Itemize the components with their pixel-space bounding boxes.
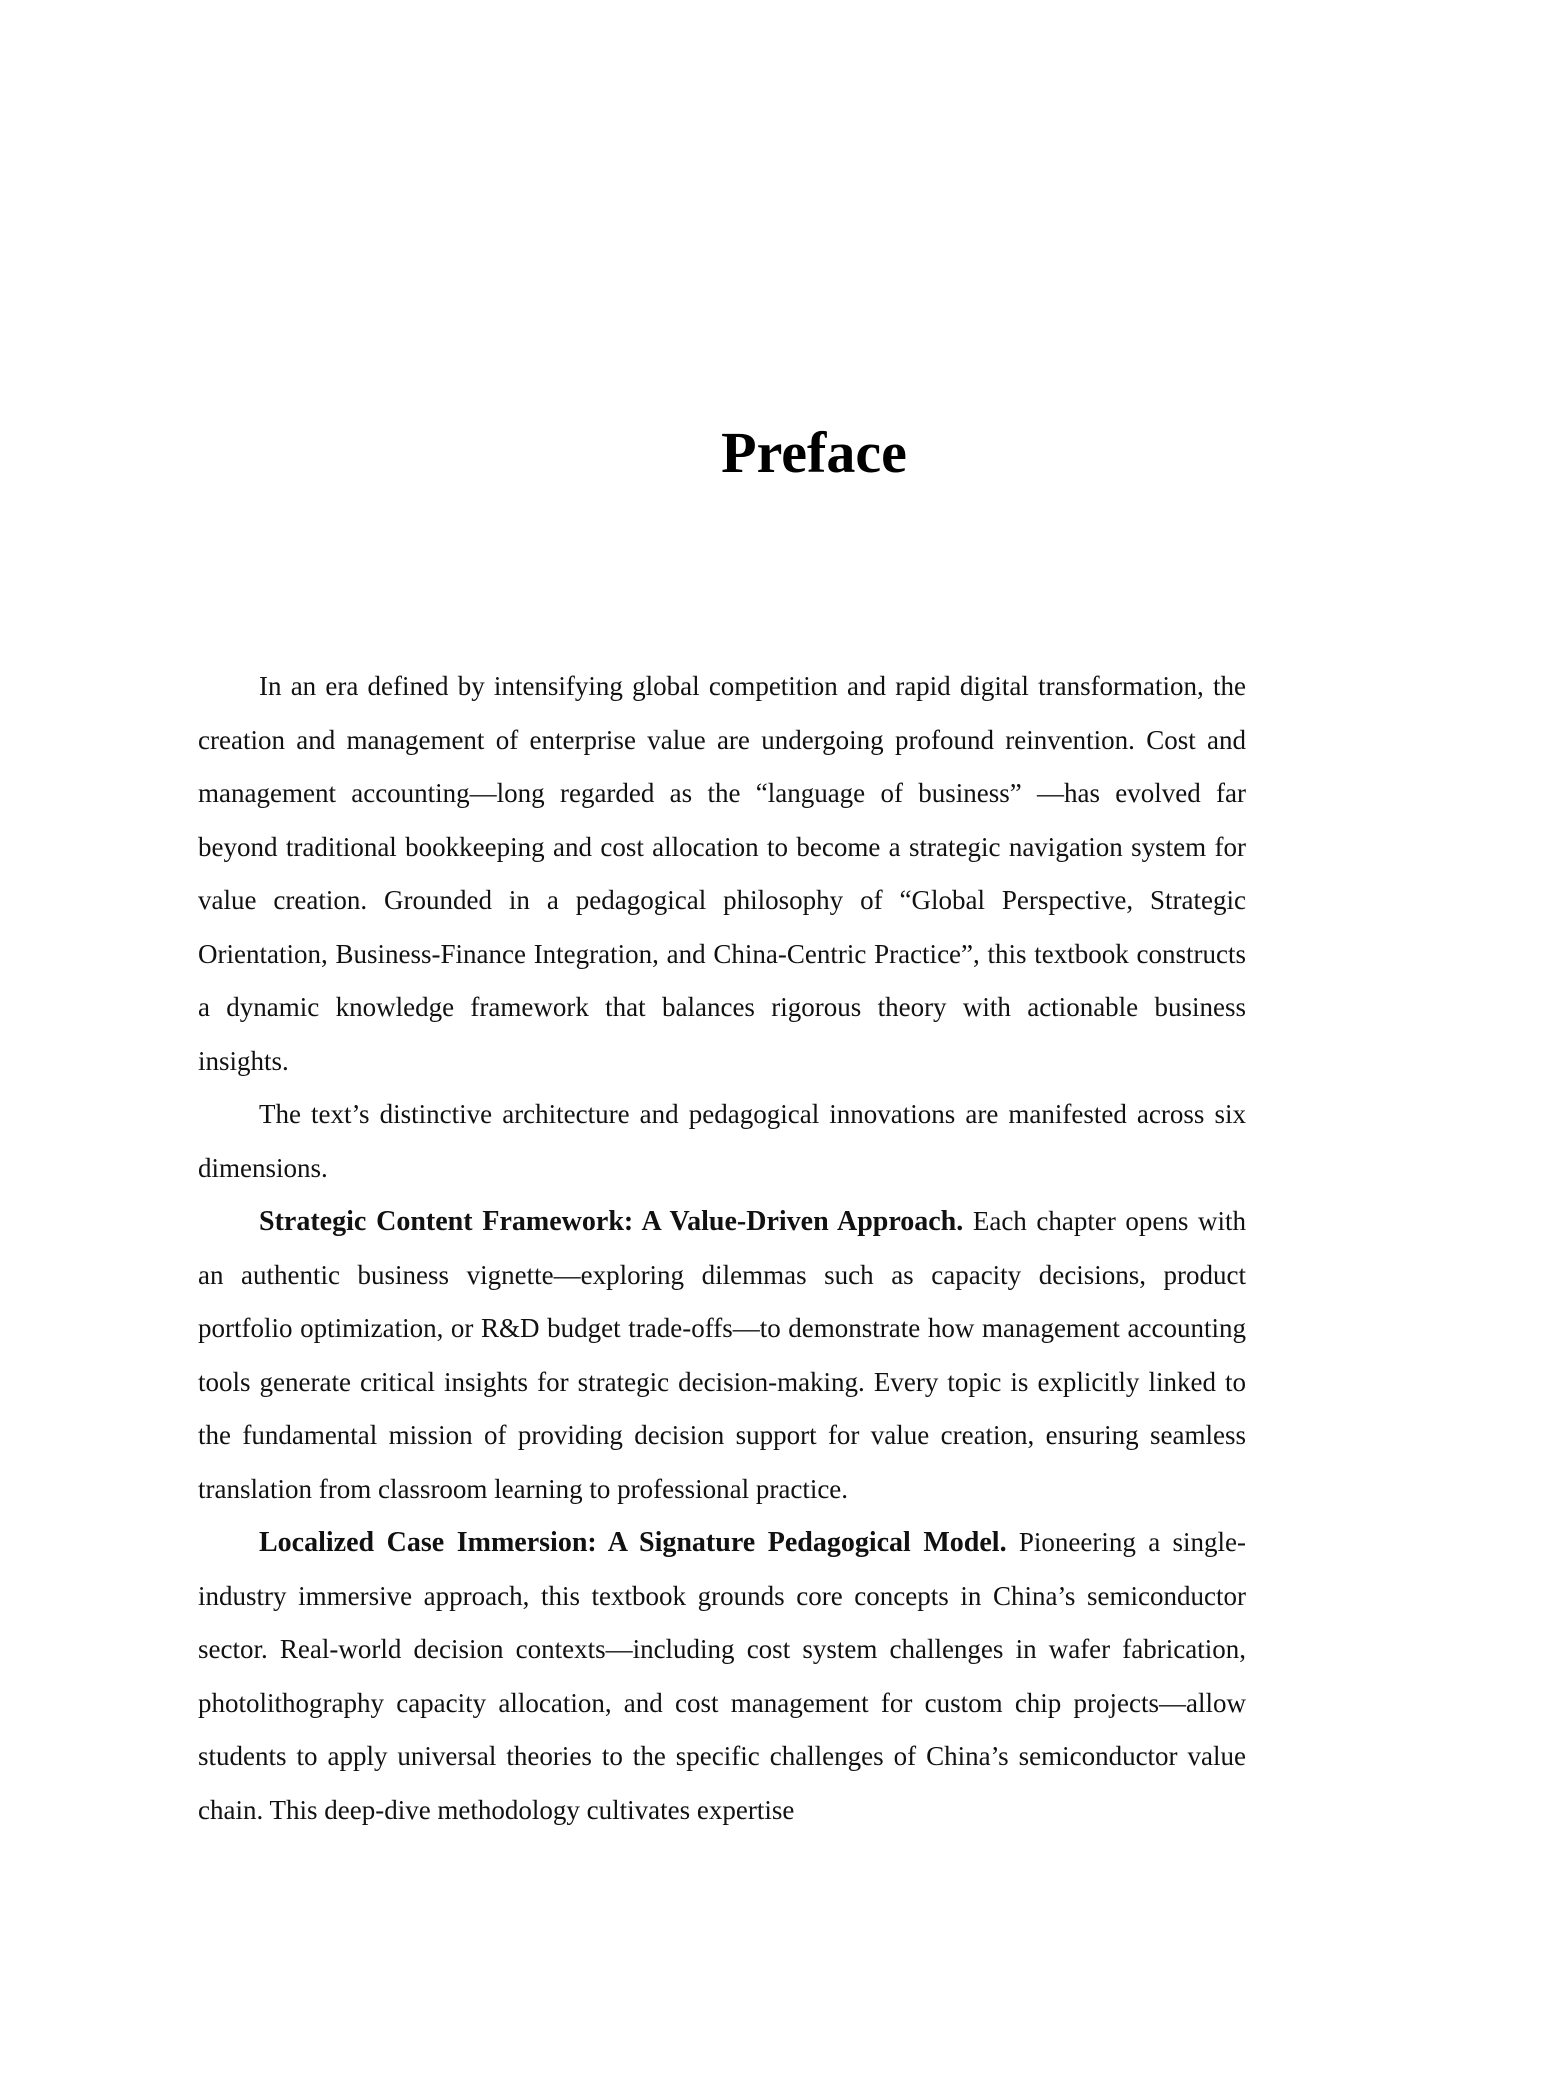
paragraph-heading: Strategic Content Framework: A Value-Driven Approach. bbox=[259, 1206, 964, 1237]
paragraph-strategic-content bbox=[198, 1195, 1246, 1516]
paragraph-intro bbox=[198, 660, 1246, 1088]
paragraph-heading: Localized Case Immersion: A Signature Pedagogical Model. bbox=[259, 1527, 1007, 1558]
paragraph-text: Each chapter opens with an authentic business vignette—exploring dilemmas such as capacity decisions, product portfolio optimization, or R&D budget trade-offs—to demonstrate how management accounting tools generate critical insights for strategic decision-making. Every topic is explicitly linked to the fundamental mission of providing decision support for value creation, ensuring seamless translation from classroom learning to professional practice. bbox=[198, 1206, 1246, 1504]
paragraph-text: Pioneering a single-industry immersive approach, this textbook grounds core concepts in China’s semiconductor sector. Real-world decision contexts—including cost system challenges in wafer fabrication, photolithography capacity allocation, and cost management for custom chip projects—allow students to apply universal theories to the specific challenges of China’s semiconductor value chain. This deep-dive methodology cultivates expertise bbox=[198, 1527, 1246, 1825]
paragraph-text: The text’s distinctive architecture and pedagogical innovations are manifested across six dimensions. bbox=[198, 1099, 1246, 1183]
paragraph-dimensions bbox=[198, 1088, 1246, 1195]
paragraph-localized-case bbox=[198, 1516, 1246, 1837]
preface-body bbox=[198, 660, 1246, 1837]
paragraph-text: In an era defined by intensifying global competition and rapid digital transformation, the creation and management of enterprise value are undergoing profound reinvention. Cost and management accounting—long regarded as the “language of business” —has evolved far beyond traditional bookkeeping and cost allocation to become a strategic navigation system for value creation. Grounded in a pedagogical philosophy of “Global Perspective, Strategic Orientation, Business-Finance Integration, and China-Centric Practice”, this textbook constructs a dynamic knowledge framework that balances rigorous theory with actionable business insights. bbox=[198, 671, 1246, 1076]
page-title: Preface bbox=[721, 420, 907, 485]
